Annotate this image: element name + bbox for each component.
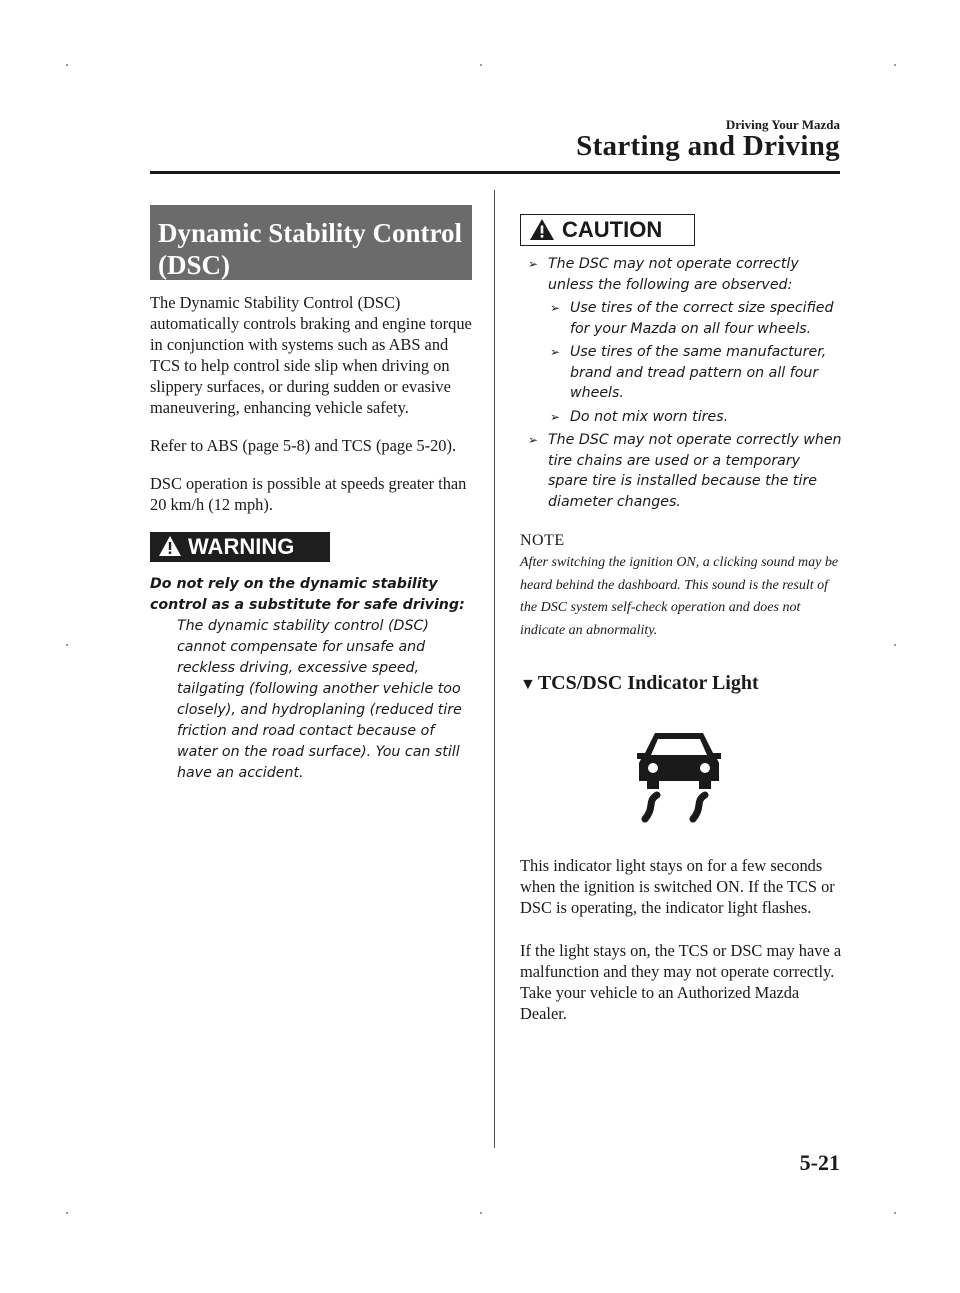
arrow-bullet-icon: ➢ <box>550 345 561 359</box>
arrow-bullet-icon: ➢ <box>528 433 539 447</box>
indicator-paragraph: This indicator light stays on for a few seconds when the ignition is switched ON. If the TCS or DSC is operating, the indicator light flashes. <box>520 856 835 917</box>
tcs-dsc-indicator-icon <box>633 723 725 823</box>
caution-item-text: The DSC may not operate correctly unless the following are observed: <box>548 256 799 293</box>
arrow-bullet-icon: ➢ <box>550 301 561 315</box>
header-rule <box>150 171 840 174</box>
crop-mark <box>894 64 896 66</box>
caution-item <box>520 430 842 512</box>
crop-mark <box>894 1212 896 1214</box>
warning-banner <box>150 532 330 562</box>
caution-subitem <box>548 298 842 339</box>
reference-paragraph: Refer to ABS (page 5-8) and TCS (page 5-20). <box>150 436 457 455</box>
crop-mark <box>66 1212 68 1214</box>
caution-list <box>520 254 842 512</box>
warning-body: The dynamic stability control (DSC) cannot compensate for unsafe and reckless driving, excessive speed, tailgating (following another vehicle too closely), and hydroplaning (reduced tire friction and road contact because of water on the road surface). You can still have an accident. <box>177 618 462 781</box>
subsection-heading <box>520 672 842 695</box>
caution-sublist <box>548 298 842 427</box>
intro-paragraph: The Dynamic Stability Control (DSC) automatically controls braking and engine torque in conjunction with systems such as ABS and TCS to help control side slip when driving on slippery surfaces, or during sudden or evasive maneuvering, enhancing vehicle safety. <box>150 293 472 417</box>
caution-subitem-text: Do not mix worn tires. <box>570 408 729 425</box>
caution-subitem <box>548 407 842 428</box>
chapter-label: Driving Your Mazda <box>725 117 840 132</box>
section-title-line1: Dynamic Stability Control <box>158 218 463 248</box>
malfunction-paragraph: If the light stays on, the TCS or DSC may have a malfunction and they may not operate correctly. Take your vehicle to an Authorized Mazda Dealer. <box>520 941 842 1023</box>
caution-banner <box>520 214 695 246</box>
left-column <box>150 205 472 784</box>
speed-paragraph: DSC operation is possible at speeds greater than 20 km/h (12 mph). <box>150 474 467 514</box>
crop-mark <box>480 1212 482 1214</box>
arrow-bullet-icon: ➢ <box>528 257 539 271</box>
caution-subitem-text: Use tires of the correct size specified for your Mazda on all four wheels. <box>570 300 834 337</box>
warning-lead: Do not rely on the dynamic stability control as a substitute for safe driving: <box>150 576 465 613</box>
subsection-title: TCS/DSC Indicator Light <box>537 672 759 694</box>
triangle-marker-icon: ▼ <box>520 676 536 693</box>
caution-triangle-icon <box>529 218 555 241</box>
section-heading <box>150 205 472 280</box>
warning-label: WARNING <box>188 534 295 559</box>
crop-mark <box>66 644 68 646</box>
caution-item-text: The DSC may not operate correctly when tire chains are used or a temporary spare tire is installed because the tire diameter changes. <box>548 432 842 510</box>
section-title-line2: (DSC) <box>158 250 230 280</box>
caution-subitem <box>548 342 842 404</box>
arrow-bullet-icon: ➢ <box>550 409 561 424</box>
page-title: Starting and Driving <box>576 130 840 162</box>
crop-mark <box>66 64 68 66</box>
crop-mark <box>480 64 482 66</box>
right-column <box>520 214 842 1024</box>
page-number: 5-21 <box>799 1150 840 1175</box>
note-heading: NOTE <box>520 532 565 549</box>
caution-item <box>520 254 842 427</box>
warning-triangle-icon <box>158 535 182 557</box>
caution-label: CAUTION <box>562 217 663 242</box>
crop-mark <box>894 644 896 646</box>
note-body: After switching the ignition ON, a clicking sound may be heard behind the dashboard. This sound is the result of the DSC system self-check operation and does not indicate an abnormality. <box>520 555 839 638</box>
caution-subitem-text: Use tires of the same manufacturer, brand and tread pattern on all four wheels. <box>570 344 827 401</box>
column-divider <box>494 190 495 1148</box>
